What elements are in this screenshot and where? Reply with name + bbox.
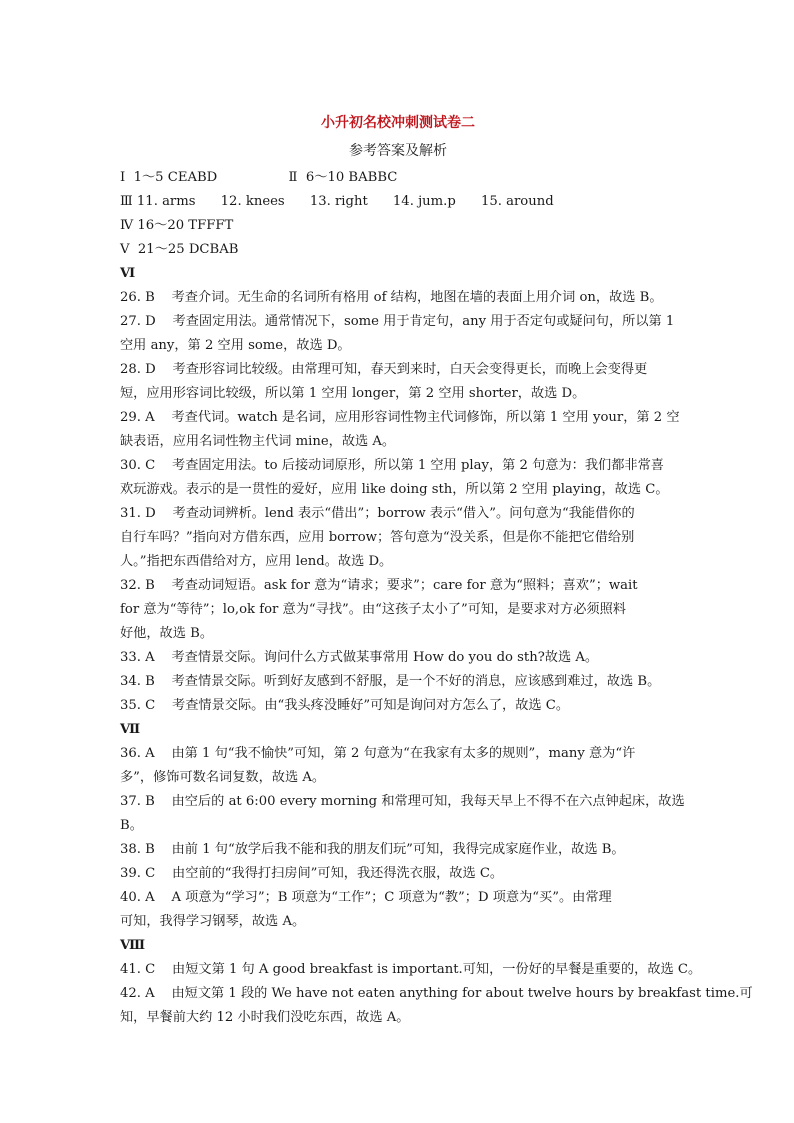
explanation-line: 27. D 考查固定用法。通常情况下，some 用于肯定句，any 用于否定句或疑问句，所以第 1 [120,314,675,329]
explanation-line: 好他，故选 B。 [120,626,214,641]
explanation-line: 32. B 考查动词短语。ask for 意为“请求；要求”；care for 意为“照料；喜欢”；wait [120,578,638,593]
explanation-line: 41. C 由短文第 1 句 A good breakfast is important.可知，一份好的早餐是重要的，故选 C。 [120,962,702,977]
explanation-item [120,406,680,454]
explanation-item [120,958,702,982]
page-title: 小升初名校冲刺测试卷二 [321,115,475,131]
explanation-line: 知，早餐前大约 12 小时我们没吃东西，故选 A。 [120,1010,410,1025]
explanation-line: for 意为“等待”；lo,ok for 意为“寻找”。由“这孩子太小了”可知，是要求对方必须照料 [120,602,626,617]
explanation-line: 31. D 考查动词辨析。lend 表示“借出”；borrow 表示“借入”。问句意为“我能借你的 [120,506,635,521]
explanation-line: 缺表语，应用名词性物主代词 mine，故选 A。 [120,434,396,449]
explanation-line: 30. C 考查固定用法。to 后接动词原形，所以第 1 空用 play，第 2 句意为：我们都非常喜 [120,458,664,473]
section-6-items [120,286,680,718]
section-8-heading: Ⅷ [120,938,146,953]
explanation-item [120,358,676,406]
explanation-line: 28. D 考查形容词比较级。由常理可知，春天到来时，白天会变得更长，而晚上会变得更 [120,362,648,377]
explanation-line: 40. A A 项意为“学习”；B 项意为“工作”；C 项意为“教”；D 项意为“买”。由常理 [120,890,612,905]
explanation-line: 35. C 考查情景交际。由“我头疼没睡好”可知是询问对方怎么了，故选 C。 [120,698,570,713]
section-6-heading: Ⅵ [120,266,136,281]
explanation-item [120,742,676,790]
explanation-line: 可知，我得学习钢琴，故选 A。 [120,914,306,929]
explanation-line: 自行车吗？”指向对方借东西，应用 borrow；答句意为“没关系，但是你不能把它借给别 [120,530,635,545]
explanation-line: 38. B 由前 1 句“放学后我不能和我的朋友们玩”可知，我得完成家庭作业，故选 B。 [120,842,625,857]
answer-line-1: Ⅰ 1～5 CEABD Ⅱ 6～10 BABBC [120,170,398,185]
answer-line-3: Ⅳ 16～20 TFFFT [120,218,234,233]
explanation-line: 34. B 考查情景交际。听到好友感到不舒服，是一个不好的消息，应该感到难过，故选 B。 [120,674,661,689]
explanation-item [120,646,676,670]
explanation-line: 39. C 由空前的“我得打扫房间”可知，我还得洗衣服，故选 C。 [120,866,504,881]
explanation-line: 42. A 由短文第 1 段的 We have not eaten anything for about twelve hours by breakfast time.可 [120,986,753,1001]
explanation-item [120,694,676,718]
answer-line-4: Ⅴ 21～25 DCBAB [120,242,239,257]
explanation-line: 人。”指把东西借给对方，应用 lend。故选 D。 [120,554,393,569]
explanation-item [120,982,753,1030]
section-7-heading: Ⅶ [120,722,141,737]
section-7-items [120,742,685,934]
explanation-item [120,838,676,862]
answer-summary [120,166,676,262]
explanation-line: B。 [120,818,143,833]
answer-line-2: Ⅲ 11. arms 12. knees 13. right 14. jum.p 15. around [120,194,554,209]
explanation-item [120,790,685,838]
explanation-item [120,670,676,694]
answer-sheet [120,110,753,1030]
explanation-item [120,886,676,934]
explanation-line: 多”，修饰可数名词复数，故选 A。 [120,770,326,785]
explanation-item [120,454,676,502]
explanation-item [120,862,676,886]
explanation-item [120,286,676,310]
section-8-items [120,958,753,1030]
explanation-line: 欢玩游戏。表示的是一贯性的爱好，应用 like doing sth，所以第 2 空用 playing，故选 C。 [120,482,669,497]
page-subtitle: 参考答案及解析 [349,143,447,159]
explanation-line: 29. A 考查代词。watch 是名词，应用形容词性物主代词修饰，所以第 1 空用 your，第 2 空 [120,410,680,425]
explanation-line: 空用 any，第 2 空用 some，故选 D。 [120,338,351,353]
explanation-line: 短，应用形容词比较级，所以第 1 空用 longer，第 2 空用 shorter，故选 D。 [120,386,586,401]
explanation-item [120,574,676,646]
explanation-item [120,310,676,358]
explanation-line: 36. A 由第 1 句“我不愉快”可知，第 2 句意为“在我家有太多的规则”，many 意为“许 [120,746,636,761]
explanation-line: 33. A 考查情景交际。询问什么方式做某事常用 How do you do sth?故选 A。 [120,650,599,665]
explanation-item [120,502,676,574]
explanation-line: 37. B 由空后的 at 6:00 every morning 和常理可知，我每天早上不得不在六点钟起床，故选 [120,794,685,809]
explanation-line: 26. B 考查介词。无生命的名词所有格用 of 结构，地图在墙的表面上用介词 on，故选 B。 [120,290,663,305]
